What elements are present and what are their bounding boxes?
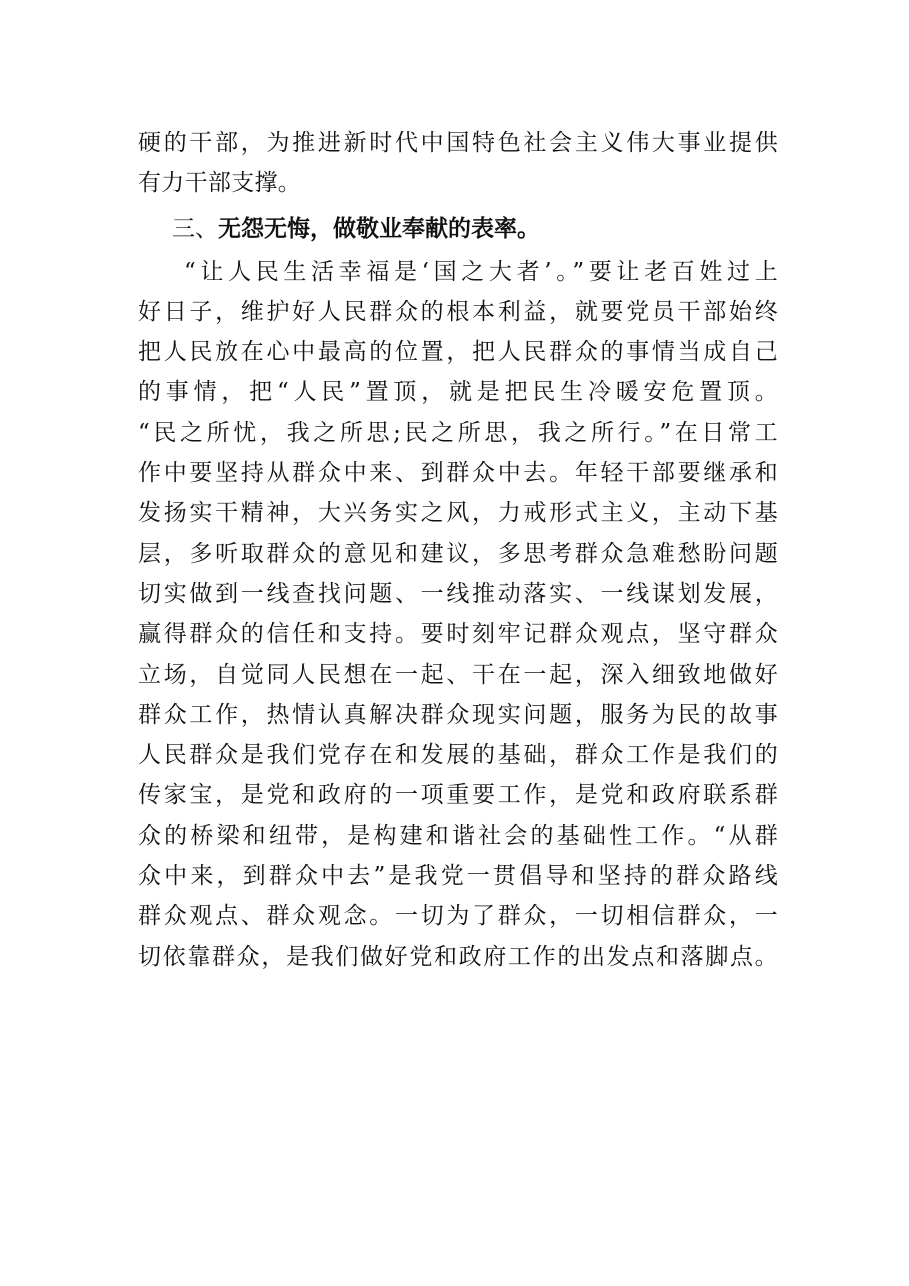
paragraph-main bbox=[138, 252, 778, 977]
text-line: 硬的干部，为推进新时代中国特色社会主义伟大事业提供 bbox=[138, 130, 778, 156]
text-line: 有力干部支撑。 bbox=[138, 170, 302, 197]
text-line: 层，多听取群众的意见和建议，多思考群众急难愁盼问题 bbox=[138, 540, 778, 567]
text-line: 把人民放在心中最高的位置，把人民群众的事情当成自己 bbox=[138, 339, 778, 366]
section-heading-number: 三、 bbox=[172, 215, 218, 242]
text-line: 作中要坚持从群众中来、到群众中去。年轻干部要继承和 bbox=[138, 460, 778, 487]
text-line: 人民群众是我们党存在和发展的基础，群众工作是我们的 bbox=[138, 742, 778, 769]
text-line: 众中来，到群众中去”是我党一贯倡导和坚持的群众路线 bbox=[138, 863, 778, 890]
text-line: 切依靠群众，是我们做好党和政府工作的出发点和落脚点。 bbox=[138, 943, 778, 970]
text-line: 立场，自觉同人民想在一起、干在一起，深入细致地做好 bbox=[138, 661, 778, 688]
text-line: 群众观点、群众观念。一切为了群众，一切相信群众，一 bbox=[138, 903, 778, 930]
text-line: 发扬实干精神，大兴务实之风，力戒形式主义，主动下基 bbox=[138, 500, 778, 527]
document-body bbox=[138, 123, 778, 977]
paragraph-continued bbox=[138, 123, 778, 204]
section-heading bbox=[138, 208, 778, 250]
text-line: 好日子，维护好人民群众的根本利益，就要党员干部始终 bbox=[138, 298, 778, 325]
section-heading-text: 无怨无悔，做敬业奉献的表率。 bbox=[218, 214, 540, 242]
text-line: 的事情，把“人民”置顶，就是把民生冷暖安危置顶。 bbox=[138, 379, 778, 406]
text-line: 传家宝，是党和政府的一项重要工作，是党和政府联系群 bbox=[138, 782, 778, 809]
text-line: 群众工作，热情认真解决群众现实问题，服务为民的故事 bbox=[138, 701, 778, 728]
text-line: 众的桥梁和纽带，是构建和谐社会的基础性工作。“从群 bbox=[138, 822, 778, 849]
text-line: “民之所忧，我之所思;民之所思，我之所行。”在日常工 bbox=[138, 419, 778, 446]
text-line: 赢得群众的信任和支持。要时刻牢记群众观点，坚守群众 bbox=[138, 621, 778, 648]
text-line: 切实做到一线查找问题、一线推动落实、一线谋划发展， bbox=[138, 580, 778, 607]
text-line: “让人民生活幸福是‘国之大者’。”要让老百姓过上 bbox=[184, 258, 778, 285]
